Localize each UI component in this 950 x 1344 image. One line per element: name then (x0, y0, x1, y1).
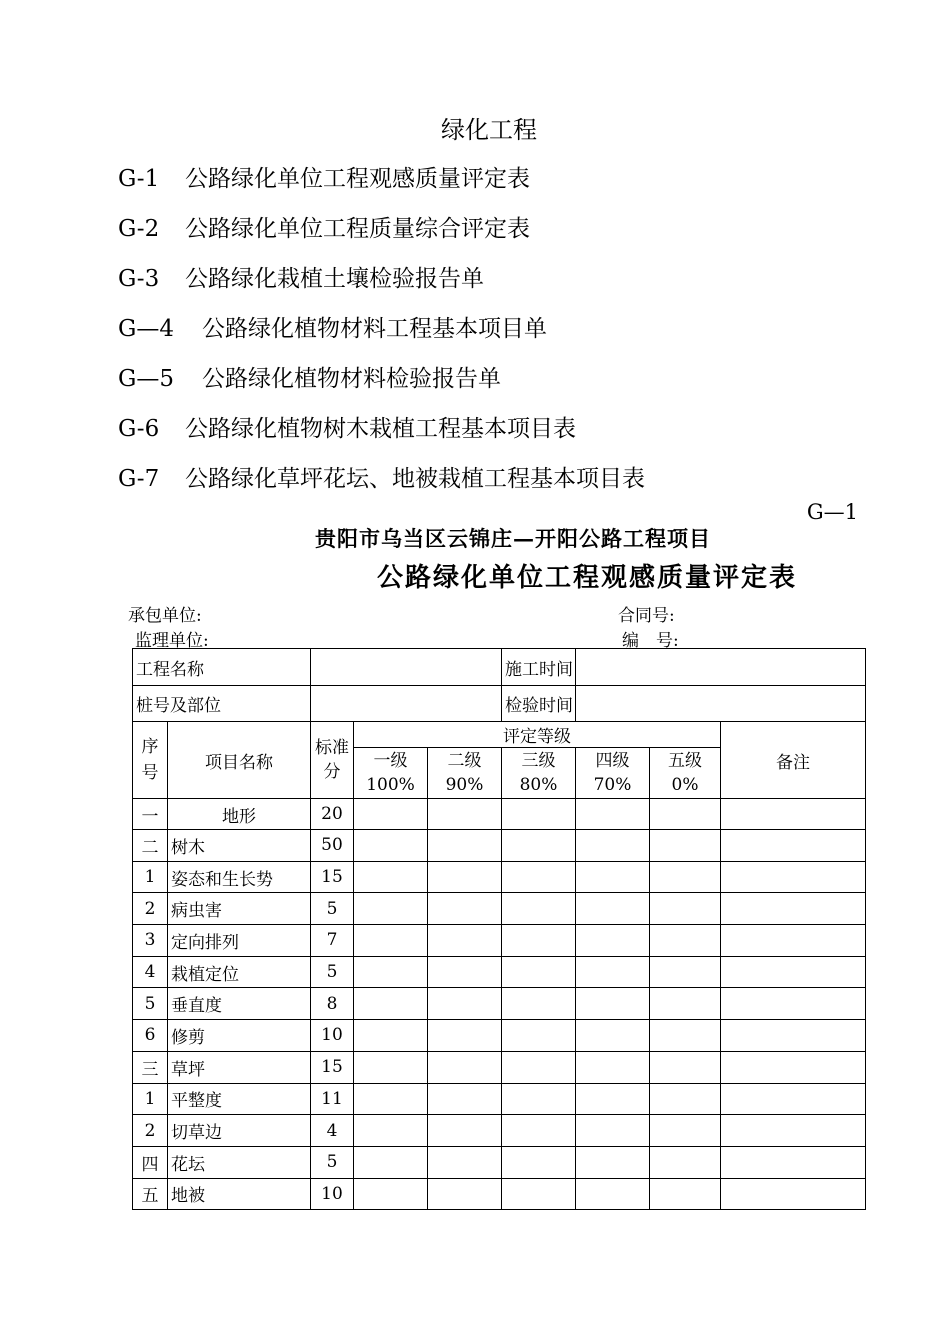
row-score: 10 (311, 1178, 354, 1210)
grade-cell[interactable] (502, 1051, 576, 1083)
form-code: G—1 (806, 500, 858, 524)
grade-cell[interactable] (354, 1020, 428, 1052)
grade-cell[interactable] (502, 1083, 576, 1115)
row-item: 平整度 (168, 1083, 311, 1115)
inspection-time-value[interactable] (576, 686, 866, 722)
grade-level-percent: 90% (445, 775, 484, 795)
grade-level-header (502, 748, 576, 799)
grade-cell[interactable] (650, 988, 721, 1020)
grade-cell[interactable] (428, 893, 502, 925)
grade-cell[interactable] (354, 799, 428, 830)
toc-title: 公路绿化植物材料检验报告单 (202, 366, 501, 392)
remarks-cell[interactable] (721, 1083, 866, 1115)
grade-cell[interactable] (576, 799, 650, 830)
project-name-label: 工程名称 (133, 649, 311, 686)
grade-cell[interactable] (650, 1146, 721, 1178)
row-item: 草坪 (168, 1051, 311, 1083)
grade-cell[interactable] (502, 1178, 576, 1210)
toc-title: 公路绿化植物材料工程基本项目单 (202, 316, 547, 342)
grade-cell[interactable] (502, 1115, 576, 1147)
grade-cell[interactable] (576, 956, 650, 988)
grade-cell[interactable] (354, 988, 428, 1020)
remarks-cell[interactable] (721, 1020, 866, 1052)
remarks-cell[interactable] (721, 1178, 866, 1210)
remarks-cell[interactable] (721, 799, 866, 830)
table-row (133, 1178, 866, 1210)
page-heading: 绿化工程 (441, 116, 537, 144)
toc-code: G-2 (118, 216, 160, 242)
grade-cell[interactable] (576, 1051, 650, 1083)
seq-header: 序号 (133, 722, 168, 799)
row-score: 11 (311, 1083, 354, 1115)
toc-item (118, 310, 547, 343)
grade-cell[interactable] (428, 988, 502, 1020)
grade-cell[interactable] (428, 1115, 502, 1147)
row-item: 树木 (168, 830, 311, 862)
grade-level-header (650, 748, 721, 799)
row-score: 50 (311, 830, 354, 862)
row-item: 修剪 (168, 1020, 311, 1052)
table-row (133, 861, 866, 893)
grade-level-name: 二级 (447, 751, 482, 771)
grade-cell[interactable] (354, 925, 428, 957)
grade-cell[interactable] (502, 893, 576, 925)
table-row (133, 830, 866, 862)
row-score: 7 (311, 925, 354, 957)
project-title: 贵阳市乌当区云锦庄—开阳公路工程项目 (315, 526, 711, 551)
row-seq: 1 (133, 861, 168, 893)
grade-cell[interactable] (576, 1115, 650, 1147)
grade-cell[interactable] (650, 925, 721, 957)
toc-item (118, 260, 484, 293)
row-score: 10 (311, 1020, 354, 1052)
construction-time-label: 施工时间 (502, 649, 576, 686)
grade-cell[interactable] (502, 799, 576, 830)
grade-cell[interactable] (354, 956, 428, 988)
grade-cell[interactable] (650, 1115, 721, 1147)
remarks-cell[interactable] (721, 988, 866, 1020)
grade-cell[interactable] (354, 1178, 428, 1210)
grade-level-percent: 70% (593, 775, 632, 795)
grade-level-percent: 80% (519, 775, 558, 795)
grade-cell[interactable] (428, 1051, 502, 1083)
toc-title: 公路绿化草坪花坛、地被栽植工程基本项目表 (185, 466, 645, 492)
grade-level-name: 五级 (668, 751, 703, 771)
grade-cell[interactable] (650, 1083, 721, 1115)
row-item: 花坛 (168, 1146, 311, 1178)
row-score: 20 (311, 799, 354, 830)
toc-item (118, 210, 530, 243)
row-seq: 1 (133, 1083, 168, 1115)
grade-level-percent: 0% (671, 775, 699, 795)
construction-time-value[interactable] (576, 649, 866, 686)
row-seq: 3 (133, 925, 168, 957)
row-item: 栽植定位 (168, 956, 311, 988)
grade-cell[interactable] (502, 1146, 576, 1178)
grade-cell[interactable] (428, 1146, 502, 1178)
toc-code: G-1 (118, 166, 160, 192)
table-row (133, 988, 866, 1020)
grade-cell[interactable] (354, 893, 428, 925)
remarks-cell[interactable] (721, 956, 866, 988)
toc-item (118, 360, 501, 393)
grade-cell[interactable] (650, 893, 721, 925)
grade-header: 评定等级 (354, 722, 721, 748)
remarks-cell[interactable] (721, 893, 866, 925)
remarks-cell[interactable] (721, 861, 866, 893)
grade-cell[interactable] (650, 956, 721, 988)
row-score: 4 (311, 1115, 354, 1147)
grade-cell[interactable] (576, 830, 650, 862)
table-row (133, 1051, 866, 1083)
grade-cell[interactable] (354, 1051, 428, 1083)
toc-code: G-6 (118, 416, 160, 442)
grade-cell[interactable] (650, 1051, 721, 1083)
toc-title: 公路绿化单位工程质量综合评定表 (185, 216, 530, 242)
row-seq: 4 (133, 956, 168, 988)
table-row (133, 799, 866, 830)
toc-item (118, 460, 645, 493)
row-seq: 二 (133, 830, 168, 862)
grade-cell[interactable] (428, 1178, 502, 1210)
grade-cell[interactable] (354, 830, 428, 862)
row-seq: 5 (133, 988, 168, 1020)
row-score: 5 (311, 1146, 354, 1178)
grade-cell[interactable] (428, 1083, 502, 1115)
toc-code: G-7 (118, 466, 160, 492)
form-title: 公路绿化单位工程观感质量评定表 (376, 563, 797, 593)
evaluation-table (132, 648, 866, 1210)
remarks-cell[interactable] (721, 1115, 866, 1147)
row-item: 地被 (168, 1178, 311, 1210)
table-row (133, 1020, 866, 1052)
grade-cell[interactable] (354, 1115, 428, 1147)
remarks-cell[interactable] (721, 1051, 866, 1083)
grade-level-header (428, 748, 502, 799)
grade-cell[interactable] (576, 1146, 650, 1178)
grade-cell[interactable] (502, 830, 576, 862)
row-seq: 6 (133, 1020, 168, 1052)
grade-cell[interactable] (354, 1083, 428, 1115)
contractor-label: 承包单位: (128, 606, 202, 626)
grade-level-header (354, 748, 428, 799)
remarks-header: 备注 (721, 722, 866, 799)
remarks-cell[interactable] (721, 925, 866, 957)
toc-code: G-3 (118, 266, 160, 292)
row-seq: 2 (133, 1115, 168, 1147)
grade-cell[interactable] (502, 861, 576, 893)
grade-cell[interactable] (502, 925, 576, 957)
table-row (133, 956, 866, 988)
grade-cell[interactable] (576, 861, 650, 893)
row-score: 8 (311, 988, 354, 1020)
grade-cell[interactable] (428, 956, 502, 988)
grade-cell[interactable] (576, 925, 650, 957)
grade-cell[interactable] (650, 799, 721, 830)
grade-cell[interactable] (650, 830, 721, 862)
grade-level-percent: 100% (366, 775, 415, 795)
grade-cell[interactable] (650, 1020, 721, 1052)
row-seq: 一 (133, 799, 168, 830)
table-row (133, 1146, 866, 1178)
stake-label: 桩号及部位 (133, 686, 311, 722)
supervisor-label: 监理单位: (135, 631, 209, 651)
row-score: 5 (311, 893, 354, 925)
grade-cell[interactable] (428, 925, 502, 957)
grade-cell[interactable] (428, 799, 502, 830)
grade-cell[interactable] (576, 893, 650, 925)
grade-cell[interactable] (650, 861, 721, 893)
grade-cell[interactable] (428, 861, 502, 893)
table-row (133, 1083, 866, 1115)
row-score: 5 (311, 956, 354, 988)
table-row (133, 893, 866, 925)
grade-level-name: 一级 (373, 751, 408, 771)
grade-cell[interactable] (354, 861, 428, 893)
toc-code: G—4 (118, 316, 175, 342)
grade-cell[interactable] (428, 830, 502, 862)
grade-cell[interactable] (428, 1020, 502, 1052)
grade-level-header (576, 748, 650, 799)
table-row (133, 1115, 866, 1147)
grade-cell[interactable] (576, 1083, 650, 1115)
row-seq: 五 (133, 1178, 168, 1210)
serial-label: 编 号: (622, 631, 679, 651)
remarks-cell[interactable] (721, 830, 866, 862)
grade-cell[interactable] (354, 1146, 428, 1178)
row-seq: 四 (133, 1146, 168, 1178)
grade-cell[interactable] (576, 1020, 650, 1052)
grade-cell[interactable] (576, 988, 650, 1020)
grade-cell[interactable] (502, 956, 576, 988)
item-header: 项目名称 (168, 722, 311, 799)
toc-item (118, 410, 576, 443)
grade-level-name: 三级 (521, 751, 556, 771)
grade-level-name: 四级 (595, 751, 630, 771)
remarks-cell[interactable] (721, 1146, 866, 1178)
project-name-value[interactable] (311, 649, 502, 686)
grade-cell[interactable] (650, 1178, 721, 1210)
grade-cell[interactable] (576, 1178, 650, 1210)
row-item: 切草边 (168, 1115, 311, 1147)
row-item: 垂直度 (168, 988, 311, 1020)
row-score: 15 (311, 861, 354, 893)
row-item: 地形 (168, 799, 311, 830)
toc-code: G—5 (118, 366, 175, 392)
toc-title: 公路绿化栽植土壤检验报告单 (185, 266, 484, 292)
stake-value[interactable] (311, 686, 502, 722)
grade-cell[interactable] (502, 1020, 576, 1052)
row-seq: 2 (133, 893, 168, 925)
toc-item (118, 160, 530, 193)
row-seq: 三 (133, 1051, 168, 1083)
row-item: 定向排列 (168, 925, 311, 957)
table-row (133, 925, 866, 957)
std-score-header: 标准分 (311, 722, 354, 799)
row-item: 姿态和生长势 (168, 861, 311, 893)
contract-no-label: 合同号: (618, 606, 675, 626)
toc-title: 公路绿化植物树木栽植工程基本项目表 (185, 416, 576, 442)
toc-title: 公路绿化单位工程观感质量评定表 (185, 166, 530, 192)
inspection-time-label: 检验时间 (502, 686, 576, 722)
row-score: 15 (311, 1051, 354, 1083)
grade-cell[interactable] (502, 988, 576, 1020)
row-item: 病虫害 (168, 893, 311, 925)
